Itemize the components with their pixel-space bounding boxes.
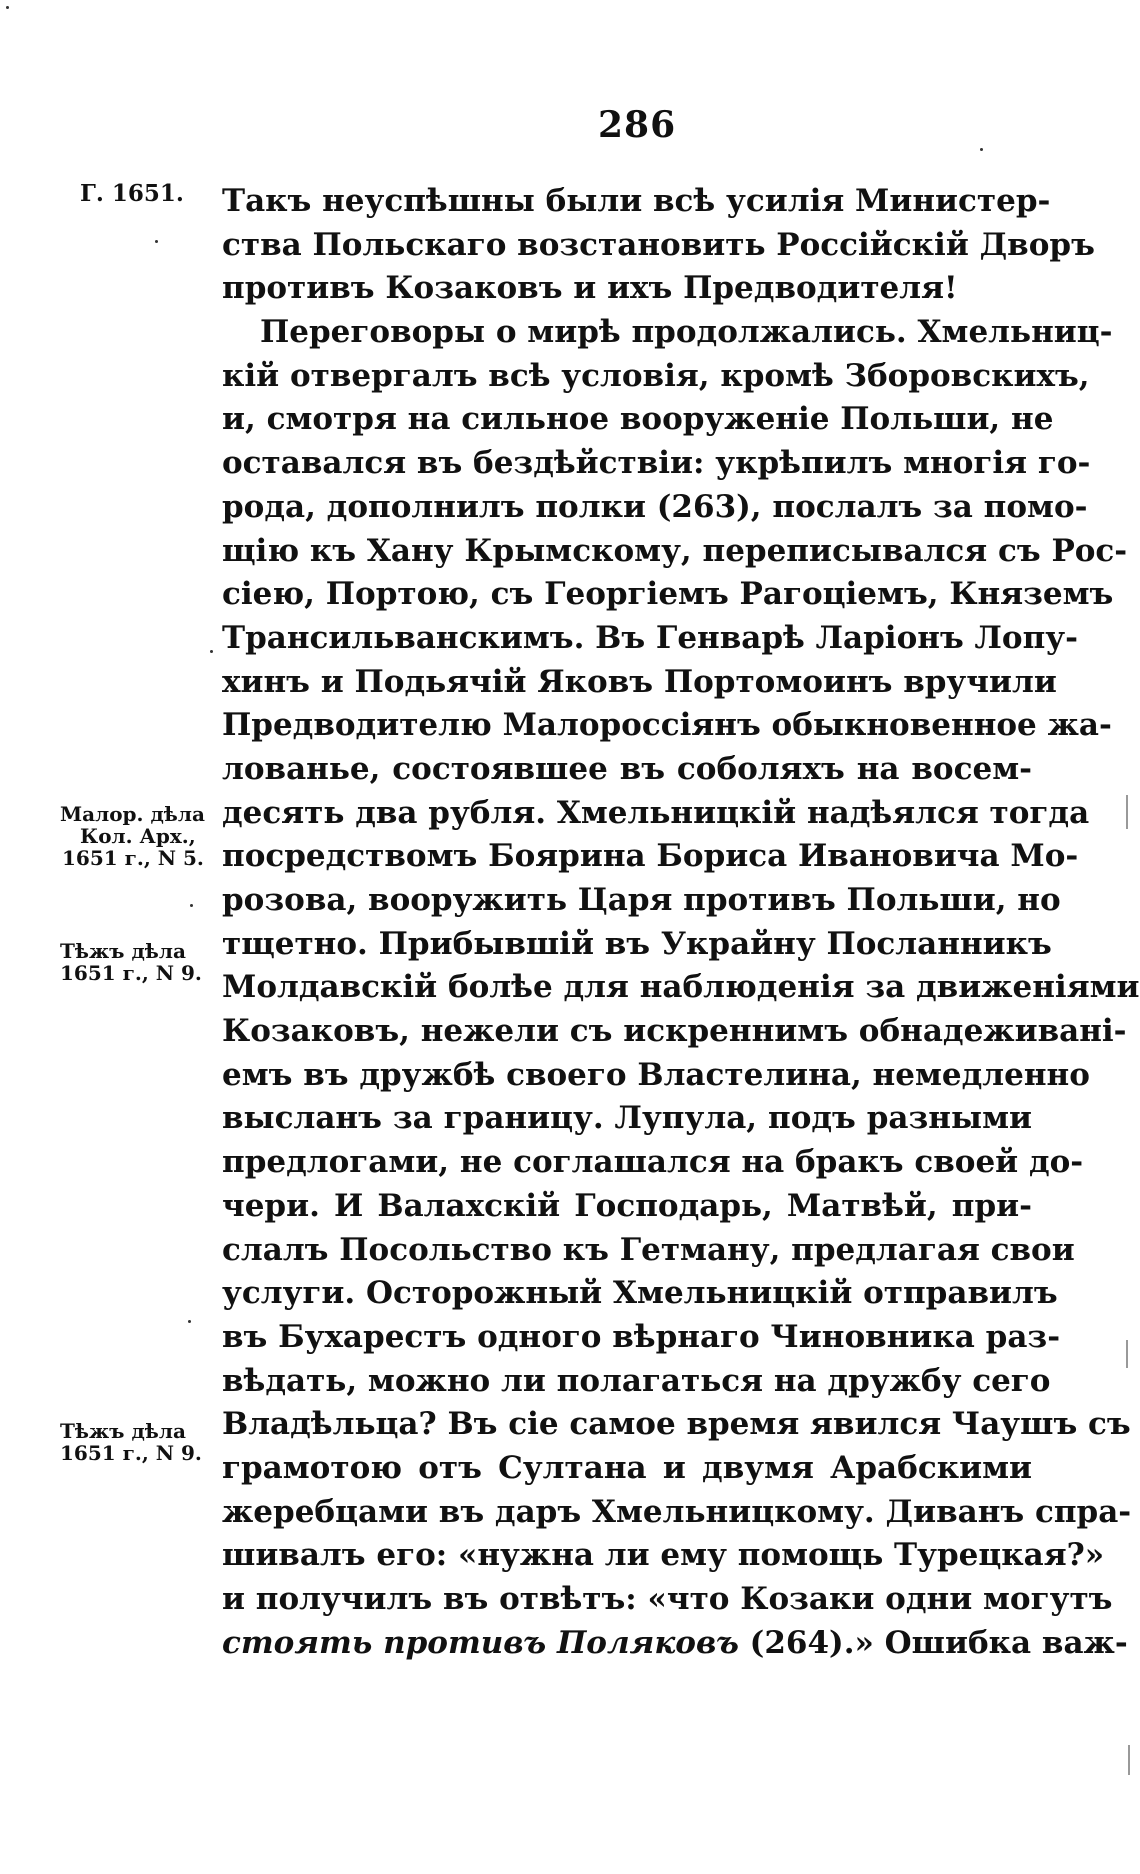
scan-speck (188, 1320, 191, 1323)
text-line: посредствомъ Боярина Бориса Ивановича Мо- (222, 838, 1079, 875)
text-line: ства Польскаго возстановить Россійскій Дворъ (222, 226, 1095, 263)
text-line: щію къ Хану Крымскому, переписывался съ Рос- (222, 532, 1128, 569)
margin-note-line: Г. 1651. (80, 180, 184, 207)
scan-edge-mark (1126, 795, 1128, 829)
text-line: жеребцами въ даръ Хмельницкому. Диванъ спра- (222, 1493, 1132, 1530)
italic-quote: стоять противъ Поляковъ (222, 1624, 739, 1661)
margin-note-source (60, 1420, 202, 1464)
scan-edge-mark (1126, 1340, 1128, 1368)
text-line: лованье, состоявшее въ соболяхъ на восем- (222, 750, 1032, 787)
text-line: услуги. Осторожный Хмельницкій отправилъ (222, 1275, 1058, 1312)
text-line: противъ Козаковъ и ихъ Предводителя! (222, 270, 958, 307)
margin-note-line: 1651 г., N 5. (62, 846, 204, 870)
scan-speck (155, 240, 158, 243)
text-line: Трансильванскимъ. Въ Генварѣ Ларіонъ Лопу- (222, 619, 1079, 656)
text-line: Переговоры о мирѣ продолжались. Хмельниц- (260, 314, 1113, 351)
text-line: хинъ и Подьячій Яковъ Портомоинъ вручили (222, 663, 1057, 700)
text-line: грамотою отъ Султана и двумя Арабскими (222, 1449, 1032, 1486)
text-line: сіею, Портою, съ Георгіемъ Рагоціемъ, Княземъ (222, 576, 1114, 613)
text-line-last (222, 1622, 1128, 1666)
text-line: и, смотря на сильное вооруженіе Польши, не (222, 401, 1054, 438)
margin-note-year (80, 180, 184, 207)
margin-note-line: 1651 г., N 9. (60, 1441, 202, 1465)
text-line: емъ въ дружбѣ своего Властелина, немедленно (222, 1056, 1090, 1093)
text-line: высланъ за границу. Лупула, подъ разными (222, 1100, 1032, 1137)
scan-speck (980, 148, 983, 151)
text-line: десять два рубля. Хмельницкій надѣялся тогда (222, 794, 1090, 831)
text-line: Владѣльца? Въ сіе самое время явился Чаушъ съ (222, 1406, 1131, 1443)
text-line: предлогами, не соглашался на бракъ своей до- (222, 1144, 1084, 1181)
text-line: Молдавскій болѣе для наблюденія за движеніями (222, 969, 1140, 1006)
body-text (222, 180, 1140, 1665)
page-number: 286 (598, 104, 677, 146)
text-line: розова, вооружить Царя противъ Польши, но (222, 882, 1061, 918)
scan-edge-mark (1128, 1745, 1130, 1775)
margin-note-source (60, 803, 205, 869)
text-line: тщетно. Прибывшій въ Украйну Посланникъ (222, 925, 1052, 962)
text-line: шивалъ его: «нужна ли ему помощь Турецкая?» (222, 1537, 1105, 1574)
margin-note-line: Малор. дѣла (60, 802, 205, 826)
text-line: Такъ неуспѣшны были всѣ усилія Министер- (222, 183, 1051, 219)
line-continuation: (264).» Ошибка важ- (738, 1624, 1128, 1661)
text-line: Предводителю Малороссіянъ обыкновенное жа- (222, 707, 1112, 744)
margin-note-source (60, 940, 202, 984)
text-line: въ Бухарестъ одного вѣрнаго Чиновника раз- (222, 1318, 1061, 1355)
text-line: и получилъ въ отвѣтъ: «что Козаки одни могутъ (222, 1581, 1113, 1617)
text-line: оставался въ бездѣйствіи: укрѣпилъ многія го- (222, 445, 1091, 482)
margin-note-line: Тѣжъ дѣла (60, 939, 186, 963)
margin-note-line: Тѣжъ дѣла (60, 1419, 186, 1443)
margin-note-line: Кол. Арх., (80, 824, 196, 848)
text-line: слалъ Посольство къ Гетману, предлагая свои (222, 1231, 1075, 1268)
text-line: вѣдать, можно ли полагаться на дружбу сего (222, 1362, 1051, 1399)
text-line: рода, дополнилъ полки (263), послалъ за помо- (222, 488, 1088, 525)
scan-speck (6, 6, 9, 9)
text-line: Козаковъ, нежели съ искреннимъ обнадеживані- (222, 1013, 1127, 1050)
margin-note-line: 1651 г., N 9. (60, 961, 202, 985)
text-line: чери. И Валахскій Господарь, Матвѣй, при- (222, 1187, 1032, 1224)
scan-speck (190, 904, 193, 907)
scan-speck (210, 650, 213, 653)
text-line: кій отвергалъ всѣ условія, кромѣ Зборовскихъ, (222, 357, 1090, 394)
